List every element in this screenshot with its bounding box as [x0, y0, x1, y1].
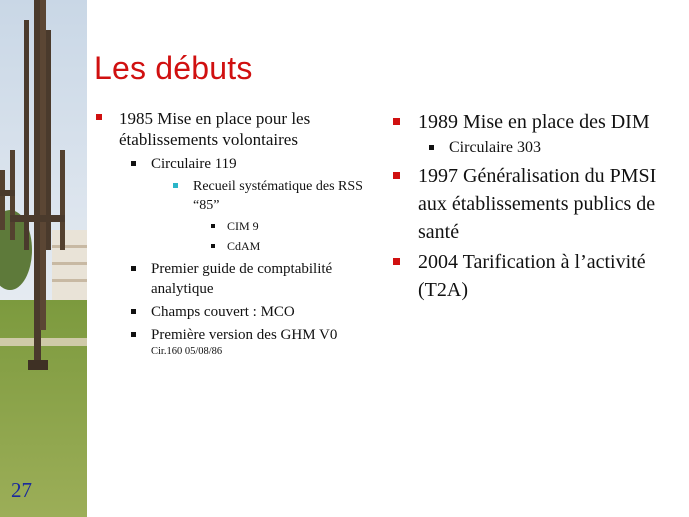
list-item — [391, 108, 681, 160]
square-bullet-icon — [131, 266, 136, 271]
list-item-label: Circulaire 119 — [151, 156, 237, 172]
square-bullet-icon — [393, 172, 400, 179]
sub-list — [209, 217, 379, 256]
right-bullet-list — [391, 108, 681, 304]
list-item — [129, 302, 379, 322]
list-item — [391, 162, 681, 246]
slide-title: Les débuts — [94, 50, 253, 86]
square-bullet-icon — [131, 332, 136, 337]
right-column — [391, 108, 681, 306]
list-item-label: Premier guide de comptabilité analytique — [151, 261, 333, 297]
list-item-label: 1989 Mise en place des DIM — [418, 111, 650, 133]
list-item — [209, 237, 379, 256]
list-item — [129, 259, 379, 299]
list-item-label: 1997 Généralisation du PMSI aux établissements publics de santé — [418, 165, 657, 243]
sub-list — [129, 154, 379, 359]
list-item-label: CdAM — [227, 239, 261, 253]
list-item-label: 1985 Mise en place pour les établissements volontaires — [119, 109, 311, 149]
list-item — [427, 136, 681, 160]
sub-list — [171, 177, 379, 256]
square-bullet-icon — [96, 114, 102, 120]
list-item — [129, 154, 379, 256]
list-item — [94, 108, 379, 359]
square-bullet-icon — [131, 309, 136, 314]
list-item — [129, 325, 379, 359]
list-item — [391, 248, 681, 304]
list-item-label: CIM 9 — [227, 219, 259, 233]
square-bullet-icon — [211, 224, 215, 228]
square-bullet-icon — [173, 183, 178, 188]
slide-number: 27 — [11, 478, 32, 502]
left-bullet-list — [94, 108, 379, 359]
sub-list — [427, 136, 681, 160]
square-bullet-icon — [131, 161, 136, 166]
square-bullet-icon — [393, 258, 400, 265]
square-bullet-icon — [393, 118, 400, 125]
left-column — [94, 108, 379, 363]
list-item-label: 2004 Tarification à l’activité (T2A) — [418, 251, 646, 301]
list-item-label: Première version des GHM V0 — [151, 327, 338, 343]
list-item-label: Circulaire 303 — [449, 139, 541, 156]
square-bullet-icon — [211, 244, 215, 248]
circular-reference-note: Cir.160 05/08/86 — [151, 346, 223, 357]
list-item-label: Champs couvert : MCO — [151, 304, 295, 320]
square-bullet-icon — [429, 145, 434, 150]
decorative-photo-sculpture — [0, 0, 87, 517]
list-item — [209, 217, 379, 236]
list-item — [171, 177, 379, 256]
list-item-label: Recueil systématique des RSS “85” — [193, 179, 363, 213]
